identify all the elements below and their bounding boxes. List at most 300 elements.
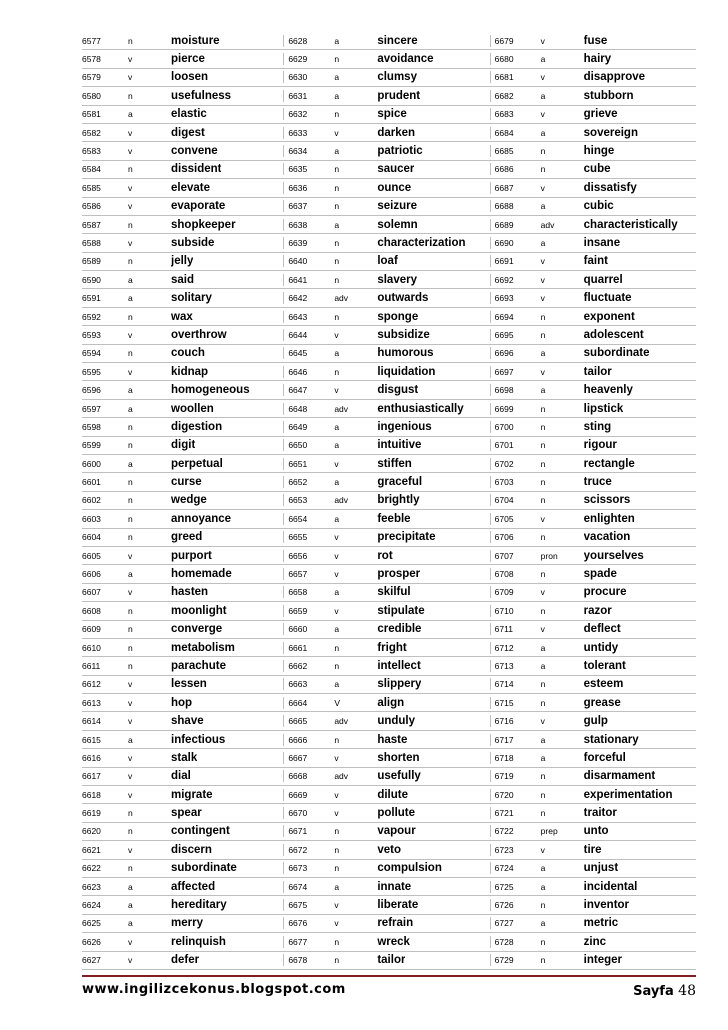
entry-number: 6632 — [288, 109, 308, 120]
entry-word: incidental — [583, 880, 638, 893]
table-row — [82, 547, 696, 565]
part-of-speech: v — [128, 955, 133, 966]
entry-number: 6668 — [288, 771, 308, 782]
entry-number: 6671 — [288, 826, 308, 837]
entry-word: untidy — [583, 641, 619, 654]
part-of-speech: v — [540, 109, 545, 120]
word-entry — [82, 513, 284, 525]
entry-word: clumsy — [377, 71, 417, 84]
word-entry — [284, 476, 490, 488]
part-of-speech: n — [128, 624, 133, 635]
entry-word: converge — [171, 623, 223, 636]
entry-word: seizure — [377, 200, 417, 213]
part-of-speech: n — [334, 642, 340, 653]
entry-number: 6676 — [288, 918, 308, 929]
part-of-speech: n — [334, 955, 340, 966]
part-of-speech: a — [540, 348, 546, 359]
part-of-speech: a — [540, 90, 546, 101]
entry-word: dial — [171, 770, 191, 783]
entry-word: skilful — [377, 586, 411, 599]
part-of-speech: n — [128, 421, 133, 432]
entry-word: yourselves — [583, 549, 644, 562]
part-of-speech: a — [334, 881, 340, 892]
entry-word: grieve — [583, 108, 618, 121]
word-entry — [491, 366, 696, 378]
entry-word: inventor — [583, 899, 630, 912]
part-of-speech: pron — [540, 550, 558, 561]
part-of-speech: n — [334, 936, 340, 947]
entry-word: rigour — [583, 439, 617, 452]
part-of-speech: n — [540, 403, 546, 414]
entry-word: veto — [377, 843, 401, 856]
entry-word: subsidize — [377, 328, 430, 341]
entry-word: vapour — [377, 825, 416, 838]
table-row — [82, 565, 696, 583]
entry-word: digestion — [171, 420, 223, 433]
word-list-table — [82, 32, 696, 970]
entry-number: 6640 — [288, 256, 308, 267]
entry-word: cubic — [583, 200, 614, 213]
word-entry — [491, 807, 696, 819]
entry-word: lessen — [171, 678, 207, 691]
word-entry — [284, 568, 490, 580]
part-of-speech: v — [540, 587, 545, 598]
part-of-speech: v — [334, 569, 339, 580]
word-entry — [284, 642, 490, 654]
entry-word: integer — [583, 954, 622, 967]
table-row — [82, 731, 696, 749]
entry-word: subordinate — [171, 862, 237, 875]
word-entry — [82, 311, 284, 323]
table-row — [82, 87, 696, 105]
part-of-speech: n — [128, 90, 133, 101]
word-entry — [284, 789, 490, 801]
word-entry — [82, 347, 284, 359]
entry-number: 6633 — [288, 127, 308, 138]
table-row — [82, 933, 696, 951]
word-entry — [284, 384, 490, 396]
word-entry — [491, 752, 696, 764]
entry-number: 6703 — [494, 477, 514, 488]
part-of-speech: a — [128, 109, 133, 120]
part-of-speech: v — [128, 716, 133, 727]
part-of-speech: n — [540, 697, 546, 708]
entry-word: credible — [377, 623, 422, 636]
entry-number: 6696 — [494, 348, 514, 359]
entry-number: 6715 — [494, 697, 514, 708]
entry-number: 6673 — [288, 863, 308, 874]
entry-word: disarmament — [583, 770, 656, 783]
part-of-speech: n — [334, 256, 340, 267]
entry-word: digest — [171, 126, 205, 139]
entry-number: 6588 — [82, 237, 101, 248]
word-entry — [82, 219, 284, 231]
entry-number: 6593 — [82, 329, 101, 340]
part-of-speech: v — [540, 256, 545, 267]
entry-number: 6619 — [82, 808, 101, 819]
word-entry — [284, 200, 490, 212]
word-entry — [491, 789, 696, 801]
word-entry — [491, 954, 696, 966]
entry-word: stubborn — [583, 89, 634, 102]
table-row — [82, 50, 696, 68]
word-entry — [82, 403, 284, 415]
entry-number: 6597 — [82, 403, 101, 414]
part-of-speech: v — [334, 532, 339, 543]
word-entry — [284, 329, 490, 341]
word-entry — [82, 734, 284, 746]
entry-number: 6714 — [494, 679, 514, 690]
word-entry — [284, 513, 490, 525]
entry-number: 6635 — [288, 164, 308, 175]
part-of-speech: n — [128, 605, 133, 616]
part-of-speech: a — [128, 385, 133, 396]
entry-number: 6578 — [82, 54, 101, 65]
word-entry — [82, 789, 284, 801]
entry-word: said — [171, 273, 195, 286]
part-of-speech: a — [334, 477, 340, 488]
entry-number: 6623 — [82, 881, 101, 892]
word-entry — [284, 734, 490, 746]
word-entry — [284, 752, 490, 764]
word-entry — [82, 494, 284, 506]
part-of-speech: n — [540, 605, 546, 616]
entry-word: couch — [171, 347, 205, 360]
word-entry — [284, 605, 490, 617]
entry-word: faint — [583, 255, 608, 268]
part-of-speech: v — [334, 458, 339, 469]
entry-word: elevate — [171, 181, 211, 194]
entry-word: insane — [583, 236, 621, 249]
entry-number: 6682 — [494, 90, 514, 101]
entry-number: 6656 — [288, 550, 308, 561]
word-entry — [82, 329, 284, 341]
entry-word: gulp — [583, 715, 608, 728]
entry-number: 6724 — [494, 863, 514, 874]
word-entry — [491, 71, 696, 83]
word-entry — [82, 881, 284, 893]
entry-number: 6611 — [82, 660, 101, 671]
part-of-speech: v — [128, 789, 133, 800]
word-entry — [491, 825, 696, 837]
part-of-speech: v — [128, 771, 133, 782]
entry-word: slavery — [377, 273, 417, 286]
part-of-speech: n — [334, 826, 340, 837]
entry-word: haste — [377, 733, 408, 746]
entry-word: solemn — [377, 218, 418, 231]
entry-word: tolerant — [583, 659, 626, 672]
part-of-speech: adv — [540, 219, 555, 230]
part-of-speech: n — [540, 495, 546, 506]
entry-word: disgust — [377, 384, 419, 397]
word-entry — [491, 605, 696, 617]
part-of-speech: a — [540, 660, 546, 671]
part-of-speech: v — [128, 54, 133, 65]
entry-word: kidnap — [171, 365, 209, 378]
entry-number: 6617 — [82, 771, 101, 782]
table-row — [82, 363, 696, 381]
table-row — [82, 234, 696, 252]
table-row — [82, 823, 696, 841]
entry-word: pollute — [377, 807, 416, 820]
word-entry — [82, 844, 284, 856]
word-entry — [82, 623, 284, 635]
footer-page-label: Sayfa — [633, 984, 674, 999]
table-row — [82, 492, 696, 510]
entry-number: 6712 — [494, 642, 514, 653]
entry-number: 6685 — [494, 146, 514, 157]
part-of-speech: n — [128, 219, 133, 230]
part-of-speech: n — [540, 477, 546, 488]
part-of-speech: a — [128, 458, 133, 469]
word-entry — [491, 550, 696, 562]
table-row — [82, 473, 696, 491]
entry-word: exponent — [583, 310, 635, 323]
part-of-speech: n — [540, 569, 546, 580]
part-of-speech: n — [128, 495, 133, 506]
entry-number: 6722 — [494, 826, 514, 837]
part-of-speech: adv — [334, 293, 349, 304]
entry-word: intuitive — [377, 439, 422, 452]
entry-number: 6624 — [82, 900, 101, 911]
part-of-speech: v — [128, 182, 133, 193]
part-of-speech: v — [334, 789, 339, 800]
part-of-speech: n — [334, 274, 340, 285]
entry-word: experimentation — [583, 788, 673, 801]
table-row — [82, 179, 696, 197]
word-entry — [491, 219, 696, 231]
entry-word: unduly — [377, 715, 416, 728]
part-of-speech: n — [334, 844, 340, 855]
entry-word: metabolism — [171, 641, 235, 654]
part-of-speech: n — [540, 789, 546, 800]
entry-number: 6697 — [494, 366, 514, 377]
entry-number: 6648 — [288, 403, 308, 414]
entry-word: dissatisfy — [583, 181, 637, 194]
word-entry — [284, 844, 490, 856]
part-of-speech: v — [334, 127, 339, 138]
part-of-speech: n — [334, 182, 340, 193]
entry-number: 6606 — [82, 569, 101, 580]
entry-word: metric — [583, 917, 619, 930]
word-entry — [284, 347, 490, 359]
entry-number: 6642 — [288, 293, 308, 304]
entry-word: grease — [583, 696, 621, 709]
entry-word: razor — [583, 604, 612, 617]
entry-number: 6637 — [288, 201, 308, 212]
part-of-speech: a — [334, 587, 340, 598]
word-entry — [82, 237, 284, 249]
footer-page-indicator — [633, 982, 696, 1000]
entry-number: 6652 — [288, 477, 308, 488]
entry-word: innate — [377, 880, 412, 893]
part-of-speech: v — [128, 752, 133, 763]
part-of-speech: n — [128, 826, 133, 837]
entry-word: fright — [377, 641, 407, 654]
table-row — [82, 639, 696, 657]
entry-word: greed — [171, 531, 203, 544]
part-of-speech: v — [128, 72, 133, 83]
part-of-speech: v — [334, 385, 339, 396]
part-of-speech: a — [540, 54, 546, 65]
entry-number: 6631 — [288, 90, 308, 101]
entry-word: homemade — [171, 568, 232, 581]
part-of-speech: a — [334, 35, 340, 46]
part-of-speech: a — [128, 734, 133, 745]
word-entry — [491, 145, 696, 157]
entry-number: 6653 — [288, 495, 308, 506]
entry-word: usefully — [377, 770, 421, 783]
table-row — [82, 860, 696, 878]
entry-number: 6594 — [82, 348, 101, 359]
footer-website: www.ingilizcekonus.blogspot.com — [82, 982, 346, 997]
entry-word: characterization — [377, 236, 466, 249]
entry-word: migrate — [171, 788, 213, 801]
part-of-speech: a — [540, 918, 546, 929]
entry-word: sincere — [377, 34, 418, 47]
entry-word: saucer — [377, 163, 415, 176]
word-entry — [82, 954, 284, 966]
entry-word: vacation — [583, 531, 631, 544]
entry-number: 6692 — [494, 274, 514, 285]
word-entry — [284, 494, 490, 506]
part-of-speech: a — [128, 881, 133, 892]
word-entry — [284, 807, 490, 819]
word-entry — [82, 255, 284, 267]
table-row — [82, 841, 696, 859]
part-of-speech: v — [540, 35, 545, 46]
entry-number: 6634 — [288, 146, 308, 157]
entry-number: 6710 — [494, 605, 514, 616]
entry-number: 6689 — [494, 219, 514, 230]
word-entry — [284, 108, 490, 120]
entry-number: 6610 — [82, 642, 101, 653]
entry-number: 6706 — [494, 532, 514, 543]
word-entry — [284, 292, 490, 304]
word-entry — [82, 678, 284, 690]
word-entry — [491, 715, 696, 727]
entry-word: humorous — [377, 347, 434, 360]
word-entry — [491, 421, 696, 433]
word-entry — [82, 35, 284, 47]
entry-number: 6625 — [82, 918, 101, 929]
part-of-speech: adv — [334, 403, 349, 414]
table-row — [82, 326, 696, 344]
table-row — [82, 437, 696, 455]
entry-number: 6681 — [494, 72, 514, 83]
table-row — [82, 308, 696, 326]
part-of-speech: v — [540, 182, 545, 193]
part-of-speech: n — [334, 366, 340, 377]
word-entry — [491, 182, 696, 194]
word-entry — [491, 329, 696, 341]
entry-word: zinc — [583, 935, 607, 948]
entry-number: 6663 — [288, 679, 308, 690]
part-of-speech: a — [540, 201, 546, 212]
part-of-speech: a — [334, 679, 340, 690]
entry-number: 6586 — [82, 201, 101, 212]
word-entry — [284, 917, 490, 929]
entry-word: infectious — [171, 733, 226, 746]
table-row — [82, 69, 696, 87]
part-of-speech: v — [128, 550, 133, 561]
entry-word: jelly — [171, 255, 194, 268]
word-entry — [82, 752, 284, 764]
part-of-speech: n — [128, 311, 133, 322]
entry-word: discern — [171, 843, 212, 856]
part-of-speech: a — [334, 219, 340, 230]
word-entry — [491, 586, 696, 598]
part-of-speech: n — [128, 35, 133, 46]
word-entry — [284, 678, 490, 690]
entry-number: 6720 — [494, 789, 514, 800]
entry-word: affected — [171, 880, 216, 893]
entry-number: 6647 — [288, 385, 308, 396]
entry-word: purport — [171, 549, 212, 562]
word-entry — [284, 219, 490, 231]
word-entry — [491, 623, 696, 635]
part-of-speech: v — [128, 127, 133, 138]
part-of-speech: n — [128, 256, 133, 267]
entry-word: sponge — [377, 310, 419, 323]
part-of-speech: a — [540, 734, 546, 745]
entry-number: 6677 — [288, 936, 308, 947]
entry-number: 6613 — [82, 697, 101, 708]
entry-number: 6693 — [494, 293, 514, 304]
word-entry — [491, 127, 696, 139]
entry-word: pierce — [171, 53, 205, 66]
entry-word: defer — [171, 954, 200, 967]
word-entry — [284, 936, 490, 948]
entry-number: 6630 — [288, 72, 308, 83]
entry-number: 6646 — [288, 366, 308, 377]
entry-word: elastic — [171, 108, 207, 121]
entry-number: 6664 — [288, 697, 308, 708]
entry-word: spice — [377, 108, 407, 121]
part-of-speech: v — [128, 697, 133, 708]
entry-number: 6728 — [494, 936, 514, 947]
entry-number: 6701 — [494, 440, 514, 451]
word-entry — [82, 163, 284, 175]
entry-number: 6674 — [288, 881, 308, 892]
word-entry — [491, 734, 696, 746]
table-row — [82, 896, 696, 914]
entry-word: wreck — [377, 935, 410, 948]
entry-number: 6616 — [82, 752, 101, 763]
part-of-speech: v — [128, 844, 133, 855]
part-of-speech: v — [540, 274, 545, 285]
entry-word: liquidation — [377, 365, 436, 378]
entry-word: disapprove — [583, 71, 646, 84]
entry-word: hairy — [583, 53, 612, 66]
part-of-speech: n — [540, 311, 546, 322]
word-entry — [82, 384, 284, 396]
part-of-speech: n — [334, 660, 340, 671]
entry-word: lipstick — [583, 402, 624, 415]
word-entry — [491, 90, 696, 102]
table-row — [82, 345, 696, 363]
word-entry — [82, 550, 284, 562]
entry-word: perpetual — [171, 457, 223, 470]
entry-number: 6590 — [82, 274, 101, 285]
entry-number: 6604 — [82, 532, 101, 543]
word-entry — [491, 274, 696, 286]
entry-number: 6672 — [288, 844, 308, 855]
entry-word: precipitate — [377, 531, 436, 544]
word-entry — [82, 108, 284, 120]
entry-number: 6650 — [288, 440, 308, 451]
word-entry — [284, 862, 490, 874]
